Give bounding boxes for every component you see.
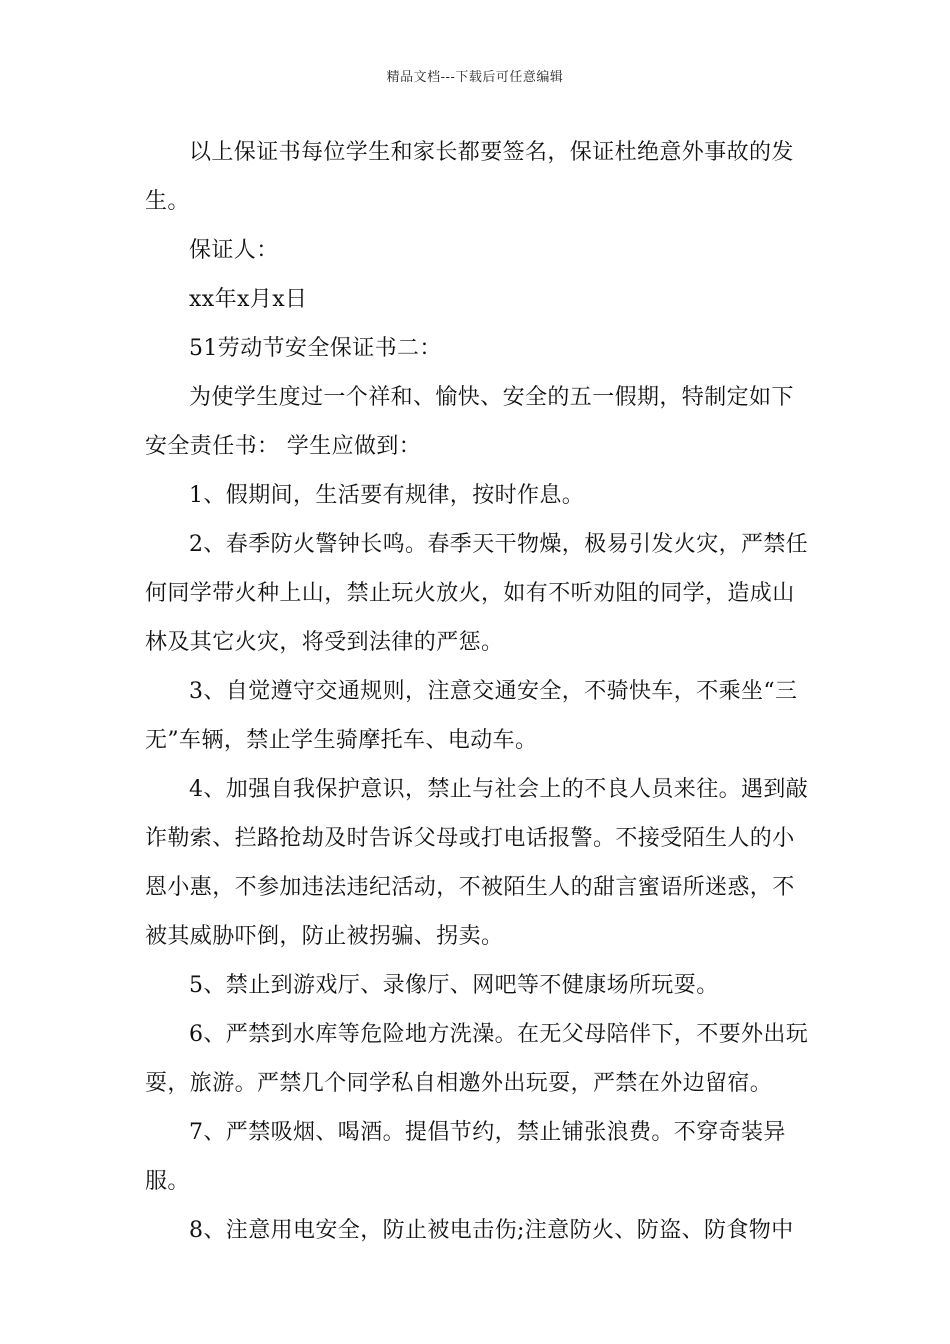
paragraph-guarantor: 保证人： (189, 238, 279, 263)
paragraph-item-3: 3、自觉遵守交通规则，注意交通安全，不骑快车，不乘坐“三无”车辆，禁止学生骑摩托车、电动车。 (145, 679, 798, 753)
paragraph-item-5: 5、禁止到游戏厅、录像厅、网吧等不健康场所玩耍。 (189, 973, 719, 998)
paragraph-signature-note: 以上保证书每位学生和家长都要签名，保证杜绝意外事故的发生。 (145, 140, 794, 214)
paragraph-date: xx年x月x日 (189, 287, 308, 312)
paragraph-item-8: 8、注意用电安全，防止被电击伤;注意防火、防盗、防食物中 (189, 1218, 794, 1243)
paragraph-item-1: 1、假期间，生活要有规律，按时作息。 (189, 483, 585, 508)
paragraph-item-6: 6、严禁到水库等危险地方洗澡。在无父母陪伴下，不要外出玩耍，旅游。严禁几个同学私自相邀外出玩耍，严禁在外边留宿。 (145, 1022, 809, 1096)
page-header: 精品文档---下载后可任意编辑 (386, 70, 564, 85)
document-body (145, 128, 810, 1255)
paragraph-item-2: 2、春季防火警钟长鸣。春季天干物燥，极易引发火灾，严禁任何同学带火种上山，禁止玩火放火，如有不听劝阻的同学，造成山林及其它火灾，将受到法律的严惩。 (145, 532, 809, 655)
paragraph-intro: 为使学生度过一个祥和、愉快、安全的五一假期，特制定如下安全责任书： 学生应做到： (145, 385, 794, 459)
paragraph-item-7: 7、严禁吸烟、喝酒。提倡节约，禁止铺张浪费。不穿奇装异服。 (145, 1120, 786, 1194)
paragraph-section-title: 51劳动节安全保证书二： (189, 336, 442, 361)
paragraph-item-4: 4、加强自我保护意识，禁止与社会上的不良人员来往。遇到敲诈勒索、拦路抢劫及时告诉父母或打电话报警。不接受陌生人的小恩小惠，不参加违法违纪活动，不被陌生人的甜言蜜语所迷惑，不被其威胁吓倒，防止被拐骗、拐卖。 (145, 777, 809, 949)
